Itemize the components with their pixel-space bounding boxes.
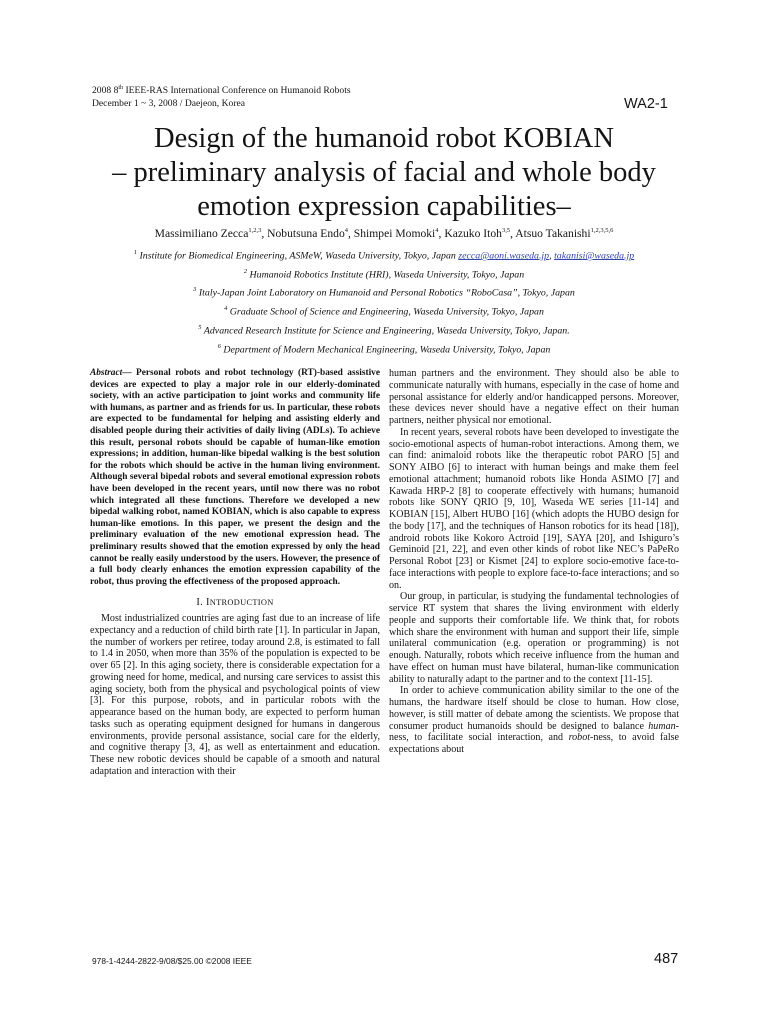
affiliation: $^6$ Department of Modern Mechanical Engineering, Waseda University, Tokyo, Japan [217,342,551,355]
title-line-1: Design of the humanoid robot KOBIAN [154,123,614,154]
body-paragraph: human partners and the environment. They should also be able to communicate naturally with humans, especially in the case of home and personal assistance for elderly and/or handicapped persons. Moreover, these devices never should have a negative effect on their human partners, neither physical nor emotional. [389,368,679,426]
author: Atsuo Takanishi$^{1,2,3,5,6}$ [515,226,614,240]
page-number: 487 [654,951,679,967]
title-line-2: – preliminary analysis of facial and whole body [112,157,656,188]
affiliation: $^2$ Humanoid Robotics Institute (HRI), Waseda University, Tokyo, Japan [243,267,525,280]
abstract-label: Abstract [90,368,123,378]
abstract [90,368,380,588]
affiliation-list [80,245,688,357]
email-link[interactable]: takanisi@waseda.jp [554,250,635,262]
conference-line-1: 2008 8th IEEE-RAS International Conference on Humanoid Robots [92,85,351,97]
right-column [389,368,679,756]
affiliation: $^4$ Graduate School of Science and Engineering, Waseda University, Tokyo, Japan [224,305,544,318]
author-list [80,223,688,241]
author: Massimiliano Zecca$^{1,2,3}$, [154,226,268,240]
intro-paragraph: Most industrialized countries are aging fast due to an increase of life expectancy and a reduction of child birth rate [1]. In particular in Japan, the number of workers per retiree, today around 2.8, is estimated to fall to 1.4 in 2050, when more than 35% of the population is expected to be over 65 [2]. In this aging society, there is considerable expectation for a growing need for home, medical, and nursing care services to assist this aging society, both from the physical and psychological points of view [3]. For this purpose, robots, and in particular robots with the appearance based on the human body, are expected to perform human tasks such as operating equipment designed for humans in dangerous environments, provide personal assistance, social care for the elderly, and cognitive therapy [3, 4], as well as entertainment and education. These new robotic devices should be capable of a smooth and natural adaptation and interaction with their [90,613,380,777]
email-link[interactable]: zecca@aoni.waseda.jp [458,250,550,262]
affiliation: $^1$ Institute for Biomedical Engineering, ASMeW, Waseda University, Tokyo, Japan zecca@aoni.waseda.jp, takanisi@waseda.jp [133,249,635,262]
paper-title [80,122,688,224]
paper-code: WA2-1 [624,96,668,112]
section-heading-introduction: I. INTRODUCTION [196,597,274,609]
body-paragraph: In order to achieve communication ability similar to the one of the humans, the hardware itself should be close to human. How close, however, is still matter of debate among the scientists. We propose that consumer product humanoids should be designed to balance human-ness, to facilitate social interaction, and robot-ness, to avoid false expectations about [389,685,679,755]
footer-isbn: 978-1-4244-2822-9/08/$25.00 ©2008 IEEE [92,956,252,966]
affiliation: $^5$ Advanced Research Institute for Science and Engineering, Waseda University, Tokyo, Japan. [198,323,570,337]
conference-header [92,82,351,110]
left-column [90,368,380,778]
author: Nobutsuna Endo$^4$, [267,226,354,240]
author: Kazuko Itoh$^{3,5}$, [444,226,516,240]
affiliation: $^3$ Italy-Japan Joint Laboratory on Humanoid and Personal Robotics “RoboCasa”, Tokyo, Japan [193,286,575,299]
abstract-text: — Personal robots and robot technology (RT)-based assistive devices are expected to play a major role in our elderly-dominated society, with an active participation to joint works and community life with humans, as partner and as friends for us. In particular, these robots are expected to be fundamental for helping and assisting elderly and disabled people during their activities of daily living (ADLs). To achieve this result, personal robots should be capable of human-like emotion expressions; in addition, human-like bipedal walking is the best solution for the robots which should be active in the human living environment. Although several bipedal robots and several emotional expression robots have been developed in the recent years, until now there was no robot which integrated all these functions. Therefore we developed a new bipedal walking robot, named KOBIAN, which is also capable to express human-like emotions. In this paper, we present the design and the preliminary evaluation of the new emotional expression head. The preliminary results showed that the emotion expressed by only the head cannot be really easily understood by the users. However, the presence of a full body clearly enhances the emotion expression capability of the robot, thus proving the effectiveness of the proposed approach. [90,368,380,587]
body-paragraph: In recent years, several robots have been developed to investigate the socio-emotional aspects of human-robot interactions. Among them, we can find: animaloid robots like the therapeutic robot PARO [5] and SONY AIBO [6] to interact with human beings and make them feel emotional attachment; humanoid robots like Honda ASIMO [7] and Kawada HRP-2 [8] to cooperate effectively with humans; humanoid robots like SONY QRIO [9, 10], Waseda WE series [11-14] and KOBIAN [15], Albert HUBO [16] (which adopts the HUBO design for the body [17], and the techniques of Hanson robotics for its head [18]), android robots like Kokoro Actroid [19], SAYA [20], and Ishiguro’s Geminoid [21, 22], and even other kinds of robot like NEC’s PaPeRo Personal Robot [23] or Kismet [24] to explore socio-emotive face-to-face interactions with people to explore face-to-face interactions; and so on. [389,426,679,591]
author: Shimpei Momoki$^4$, [353,226,445,240]
body-paragraph: Our group, in particular, is studying the fundamental technologies of service RT system that shares the living environment with elderly people and supports their comfortable life. We think that, for robots which share the environment with human and support their life, simple unilateral communication (e.g. operation or programming) is not enough. Naturally, robots which receive influence from the human and have effect on human must have bilateral, human-like communication ability to naturally adapt to the partner and to the context [11-15]. [389,591,679,685]
title-line-3: emotion expression capabilities– [197,191,571,222]
conference-line-2: December 1 ~ 3, 2008 / Daejeon, Korea [92,98,246,110]
